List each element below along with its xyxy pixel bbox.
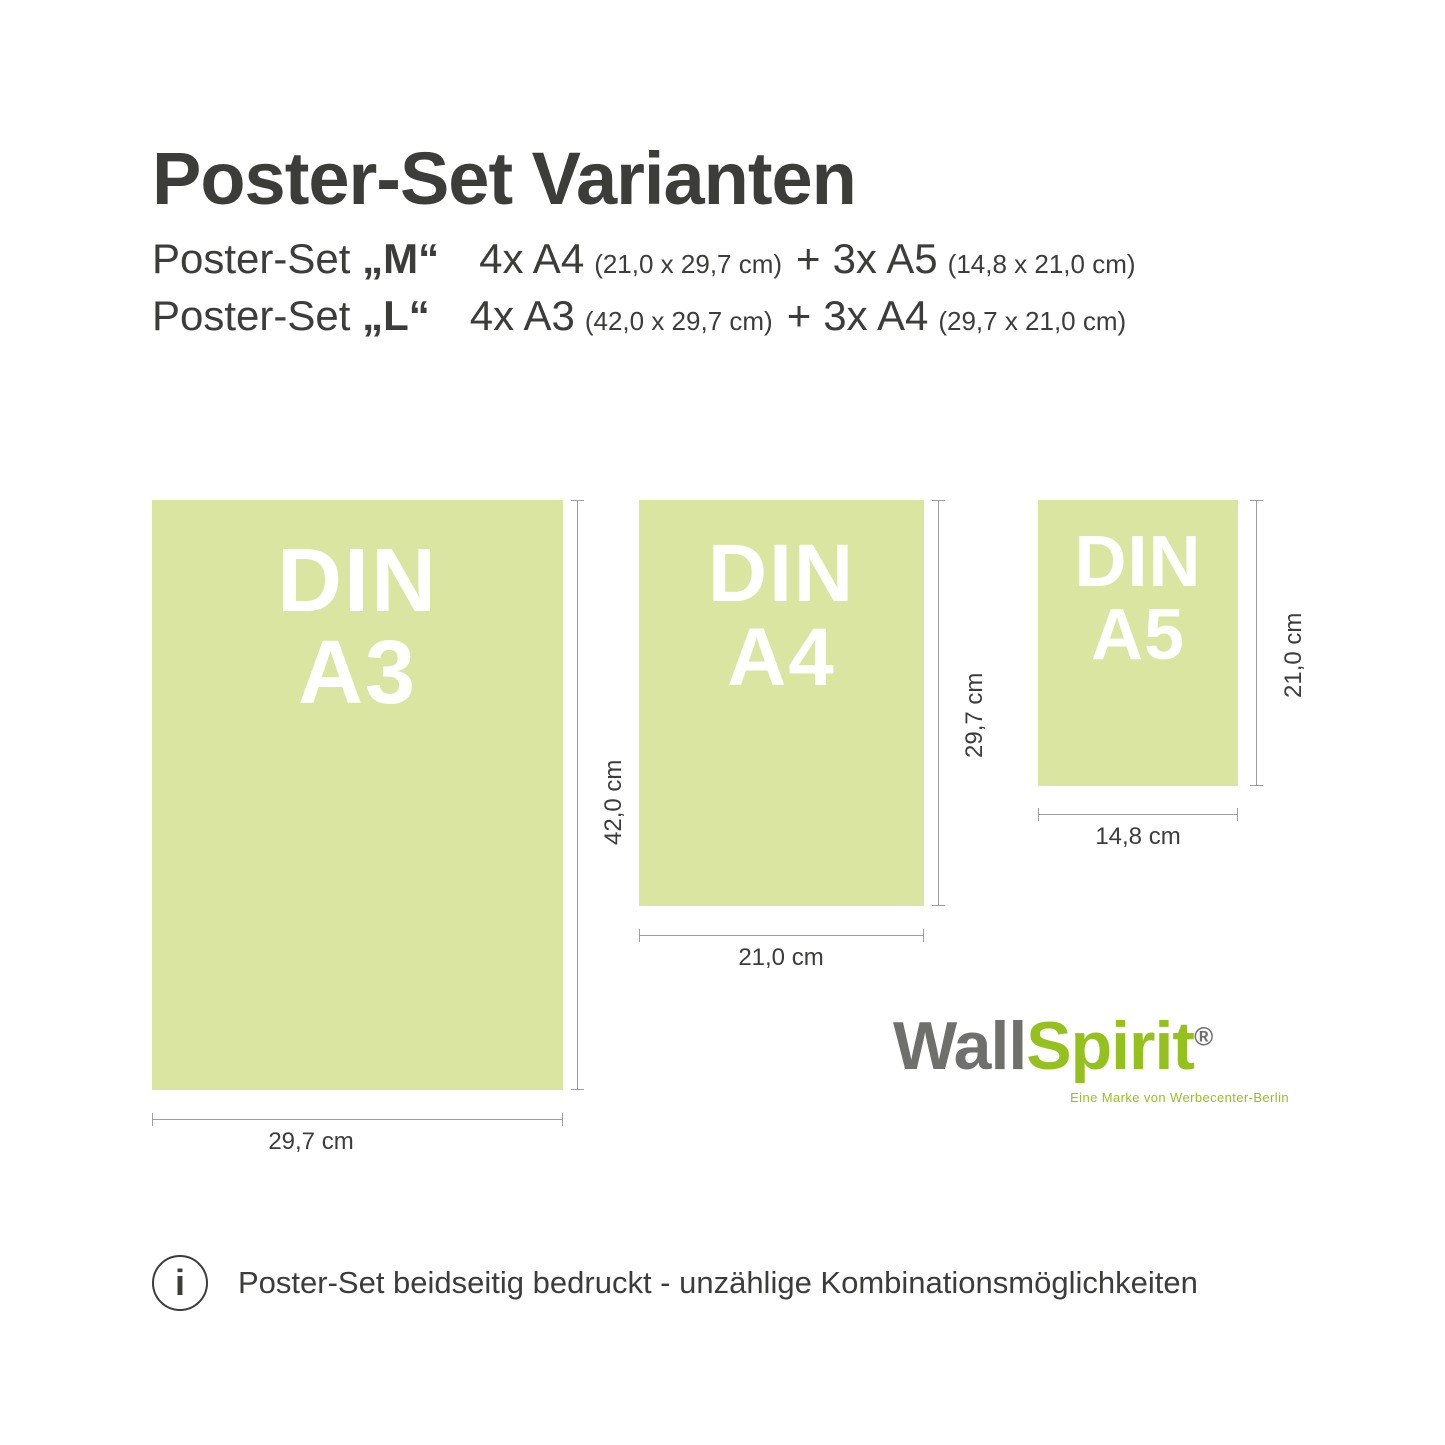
dim-line-a4-width [639,935,924,936]
sheet-a3-din-code: A3 [297,622,418,723]
sheet-a3-label [152,500,563,723]
set-l-letter: „L“ [362,292,430,340]
sheet-a5-din-code: A5 [1090,595,1186,676]
page-title: Poster-Set Varianten [152,137,856,220]
set-l-count-a: 4x A3 [469,292,575,340]
sheet-a5 [1038,500,1238,786]
set-l-dim-a: (42,0 x 29,7 cm) [584,306,773,337]
sheet-a4-label [639,500,924,703]
set-m-plus: + [796,234,821,282]
set-l-dim-b: (29,7 x 21,0 cm) [938,306,1127,337]
set-line-m [152,232,1332,286]
dim-line-a4-height [938,500,939,906]
sheet-a4-din-code: A4 [727,611,836,703]
sheet-a4 [639,500,924,906]
brand-logo [893,1008,1293,1142]
dim-line-a3-height [577,500,578,1090]
set-m-dim-b: (14,8 x 21,0 cm) [947,248,1136,279]
set-m-count-a: 4x A4 [479,234,585,282]
set-l-name: Poster-Set „L“ [152,292,430,340]
set-m-name: Poster-Set „M“ [152,234,440,282]
logo-part-spirit: Spirit [1026,1008,1195,1084]
dim-line-a3-width [152,1119,563,1120]
sheet-a5-din-word: DIN [1074,522,1202,602]
set-line-l [152,289,1332,343]
info-icon: i [152,1255,208,1311]
dim-line-a5-width [1038,814,1238,815]
dim-label-a3-height: 42,0 cm [600,759,627,845]
logo-part-wall: Wall [893,1008,1027,1084]
sheet-a3-din-word: DIN [277,531,438,631]
set-l-plus: + [786,292,812,340]
set-m-count-b: 3x A5 [832,234,938,282]
set-m-dim-a: (21,0 x 29,7 cm) [594,248,783,279]
sheet-a3 [152,500,563,1090]
footer-note [152,1255,1198,1311]
registered-trademark-icon: ® [1194,1021,1213,1052]
dim-label-a3-width: 29,7 cm [268,1128,354,1155]
header [152,137,1332,347]
footer-text: Poster-Set beidseitig bedruckt - unzählige Kombinationsmöglichkeiten [238,1265,1198,1300]
dim-label-a4-width: 21,0 cm [738,944,824,971]
dim-label-a5-width: 14,8 cm [1095,823,1181,850]
dim-label-a4-height: 29,7 cm [961,672,988,758]
dim-line-a5-height [1256,500,1257,786]
set-m-letter: „M“ [362,234,440,282]
sheet-a4-din-word: DIN [707,528,856,619]
set-l-count-b: 3x A4 [823,292,929,340]
logo-tagline: Eine Marke von Werbecenter-Berlin [1070,1090,1289,1105]
sheet-a5-label [1038,500,1238,676]
dim-label-a5-height: 21,0 cm [1280,612,1307,698]
logo-wordmark [893,1008,1293,1084]
